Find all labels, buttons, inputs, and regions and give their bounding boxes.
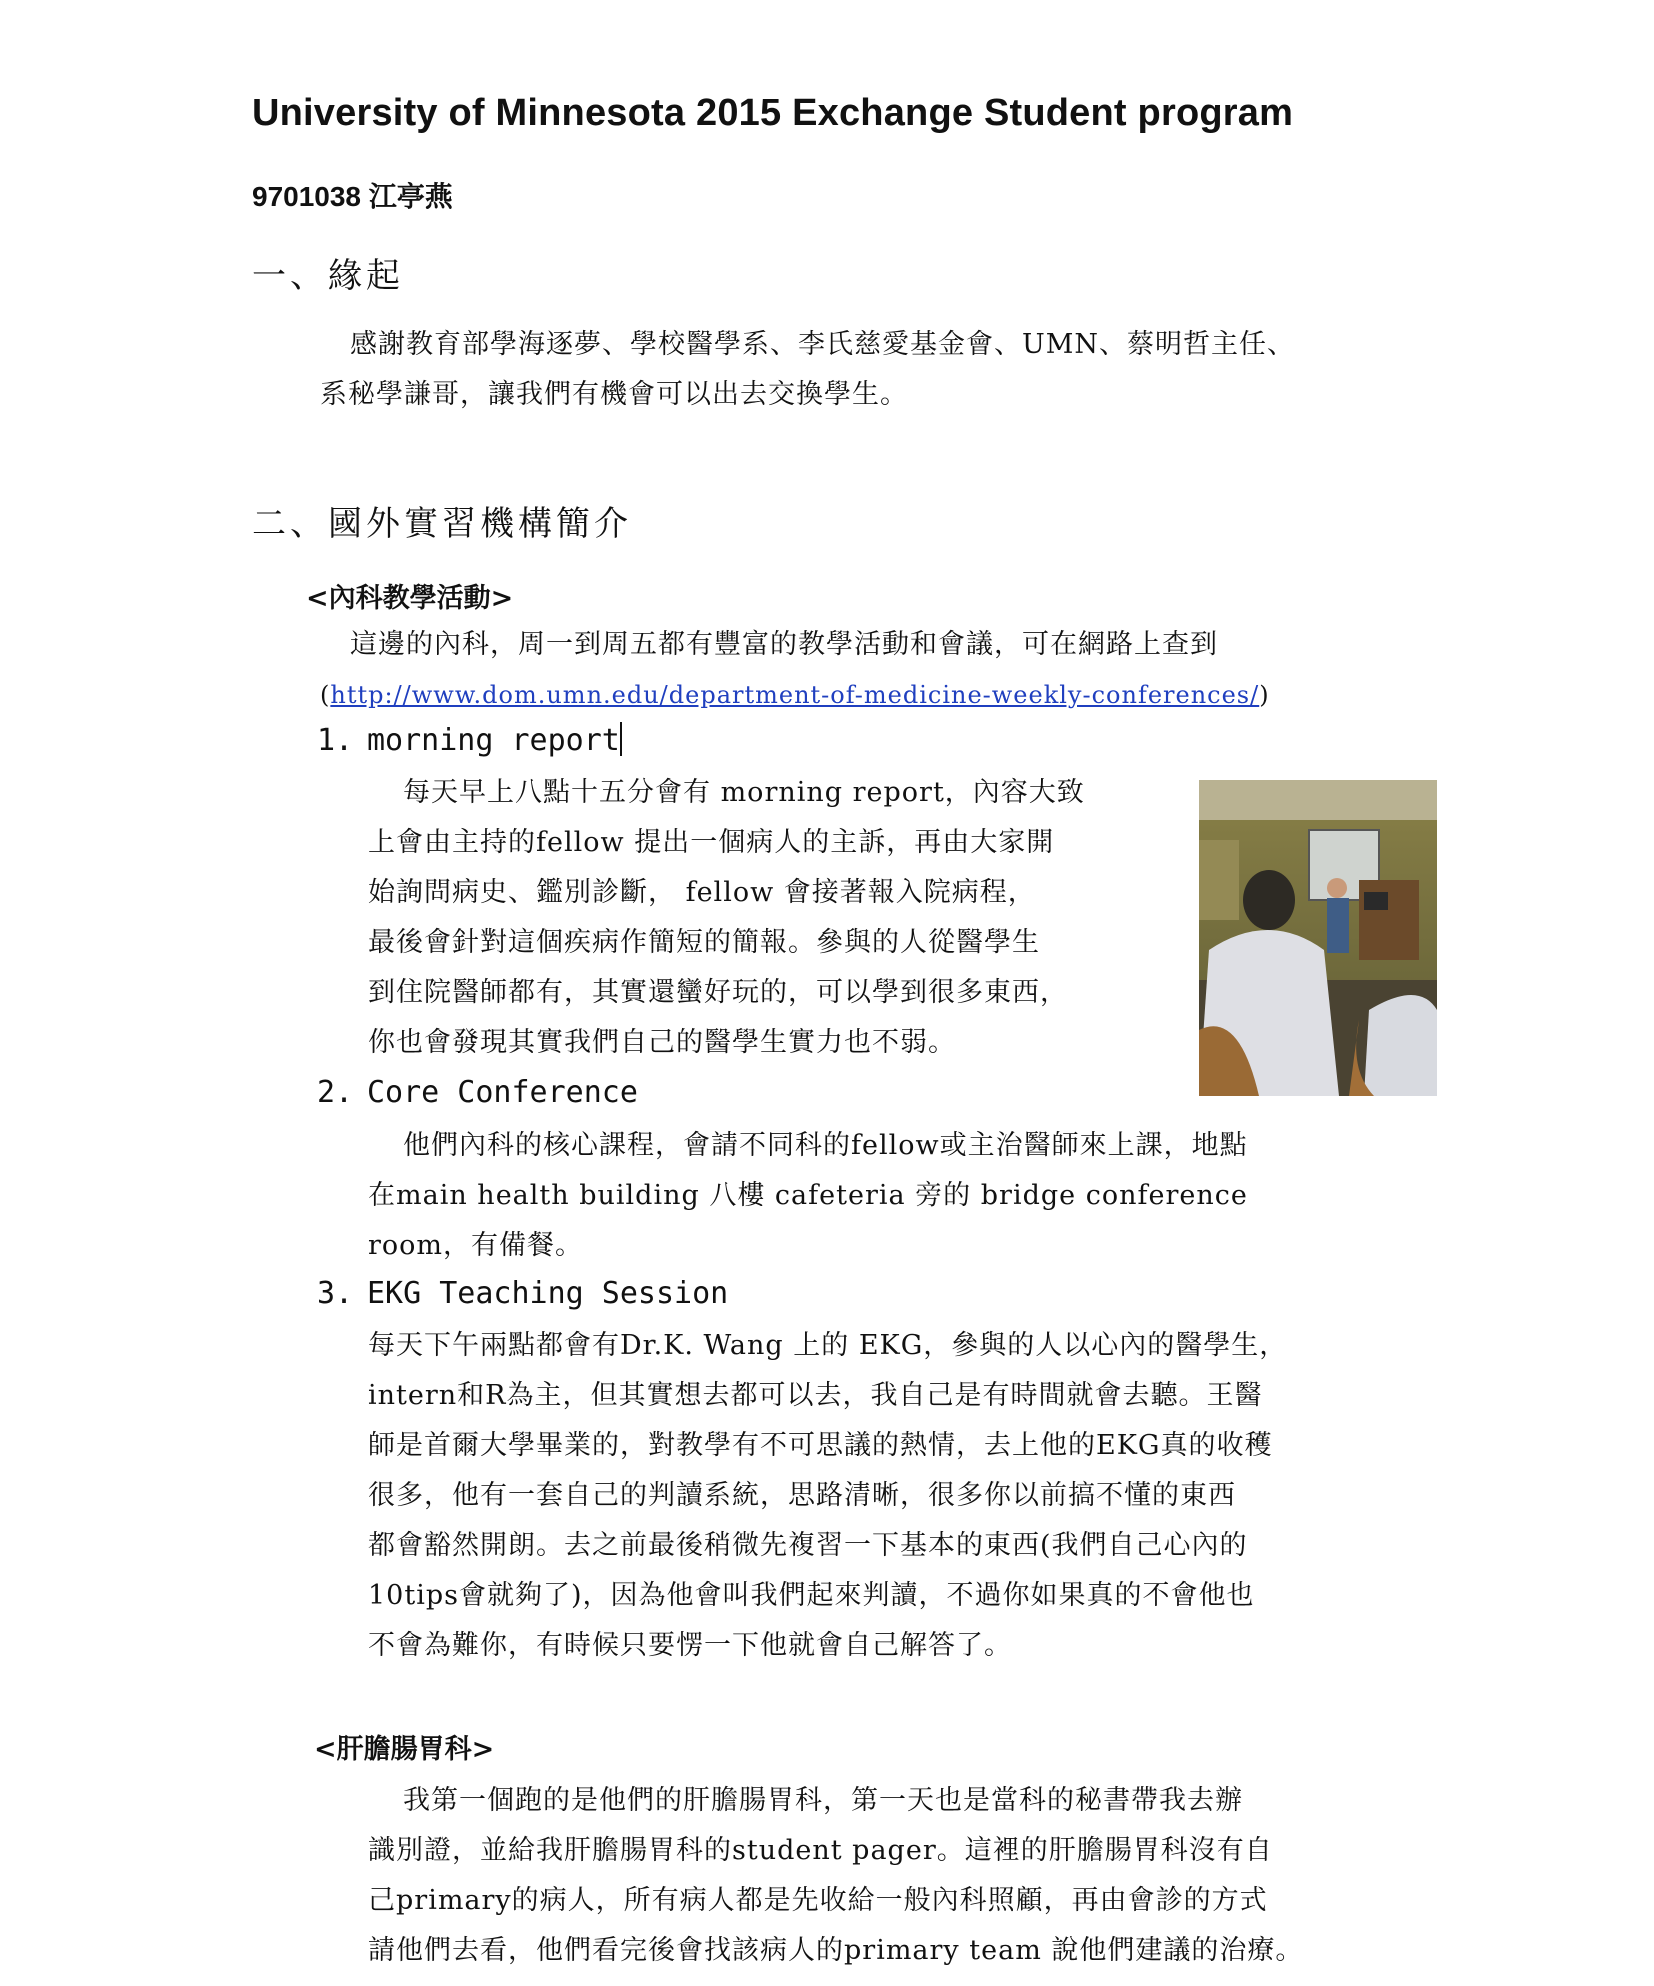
- morning-report-paragraph: [368, 768, 1085, 1068]
- section-heading-institution: 二、國外實習機構簡介: [252, 504, 632, 544]
- subsection-heading-internal-medicine: <內科教學活動>: [306, 583, 514, 614]
- list-item-core-conference: [317, 1075, 638, 1110]
- paragraph-line: 最後會針對這個疾病作簡短的簡報。參與的人從醫學生: [368, 927, 1040, 958]
- item-number: 1.: [317, 723, 354, 758]
- author-line: 9701038 江亭燕: [252, 181, 453, 212]
- paragraph-line: 上會由主持的fellow 提出一個病人的主訴，再由大家開: [368, 827, 1055, 858]
- list-item-ekg-teaching: [317, 1276, 728, 1311]
- paragraph-line: 請他們去看，他們看完後會找該病人的primary team 說他們建議的治療。: [368, 1935, 1304, 1966]
- core-conference-paragraph: [368, 1121, 1248, 1271]
- gastroenterology-paragraph: [368, 1776, 1303, 1976]
- paragraph-line: 師是首爾大學畢業的，對教學有不可思議的熱情，去上他的EKG真的收穫: [368, 1430, 1273, 1461]
- paragraph-line: intern和R為主，但其實想去都可以去，我自己是有時間就會去聽。王醫: [368, 1380, 1263, 1411]
- paragraph-line: 都會豁然開朗。去之前最後稍微先複習一下基本的東西(我們自己心內的: [368, 1530, 1248, 1561]
- paragraph-line: 到住院醫師都有，其實還蠻好玩的，可以學到很多東西，: [368, 977, 1068, 1008]
- paragraph-line: 10tips會就夠了)，因為他會叫我們起來判讀，不過你如果真的不會他也: [368, 1580, 1255, 1611]
- paragraph-line: 每天下午兩點都會有Dr.K. Wang 上的 EKG，參與的人以心內的醫學生，: [368, 1330, 1288, 1361]
- paragraph-line: 這邊的內科，周一到周五都有豐富的教學活動和會議，可在網路上查到: [350, 629, 1218, 660]
- subsection-heading-gastroenterology: <肝膽腸胃科>: [314, 1734, 495, 1765]
- paragraph-line: 他們內科的核心課程，會請不同科的fellow或主治醫師來上課，地點: [403, 1130, 1248, 1161]
- paragraph-line: 始詢問病史、鑑別診斷， fellow 會接著報入院病程，: [368, 877, 1036, 908]
- paren-close: ): [1259, 681, 1270, 709]
- internal-medicine-intro: [320, 620, 1270, 720]
- list-item-morning-report: [317, 722, 622, 758]
- item-title: morning report: [367, 723, 620, 758]
- paragraph-line: 己primary的病人，所有病人都是先收給一般內科照顧，再由會診的方式: [368, 1885, 1268, 1916]
- ekg-teaching-paragraph: [368, 1321, 1287, 1671]
- paragraph-line: 我第一個跑的是他們的肝膽腸胃科，第一天也是當科的秘書帶我去辦: [403, 1785, 1243, 1816]
- conference-link[interactable]: http://www.dom.umn.edu/department-of-medicine-weekly-conferences/: [330, 681, 1260, 709]
- item-title: EKG Teaching Session: [367, 1276, 729, 1311]
- item-title: Core Conference: [367, 1075, 638, 1110]
- document-title: University of Minnesota 2015 Exchange Student program: [252, 92, 1294, 134]
- paragraph-line: 感謝教育部學海逐夢、學校醫學系、李氏慈愛基金會、UMN、蔡明哲主任、: [350, 329, 1296, 360]
- item-number: 3.: [317, 1276, 354, 1311]
- paragraph-line: 不會為難你，有時候只要愣一下他就會自己解答了。: [368, 1630, 1012, 1661]
- paragraph-line: 系秘學謙哥，讓我們有機會可以出去交換學生。: [320, 379, 908, 410]
- morning-report-photo: [1199, 780, 1437, 1096]
- section-heading-origin: 一、緣起: [252, 256, 404, 296]
- paragraph-line: 每天早上八點十五分會有 morning report，內容大致: [403, 777, 1085, 808]
- paragraph-line: 很多，他有一套自己的判讀系統，思路清晰，很多你以前搞不懂的東西: [368, 1480, 1236, 1511]
- paragraph-line: 識別證，並給我肝膽腸胃科的student pager。這裡的肝膽腸胃科沒有自: [368, 1835, 1273, 1866]
- conference-link-line: [320, 670, 1270, 720]
- classroom-photo-image: [1199, 780, 1437, 1096]
- paren-open: (: [320, 681, 331, 709]
- paragraph-line: 在main health building 八樓 cafeteria 旁的 bridge conference: [368, 1180, 1248, 1211]
- paragraph-line: room，有備餐。: [368, 1230, 584, 1261]
- item-number: 2.: [317, 1075, 354, 1110]
- section-origin-paragraph: [320, 320, 1296, 420]
- paragraph-line: 你也會發現其實我們自己的醫學生實力也不弱。: [368, 1027, 956, 1058]
- text-cursor: [620, 722, 622, 756]
